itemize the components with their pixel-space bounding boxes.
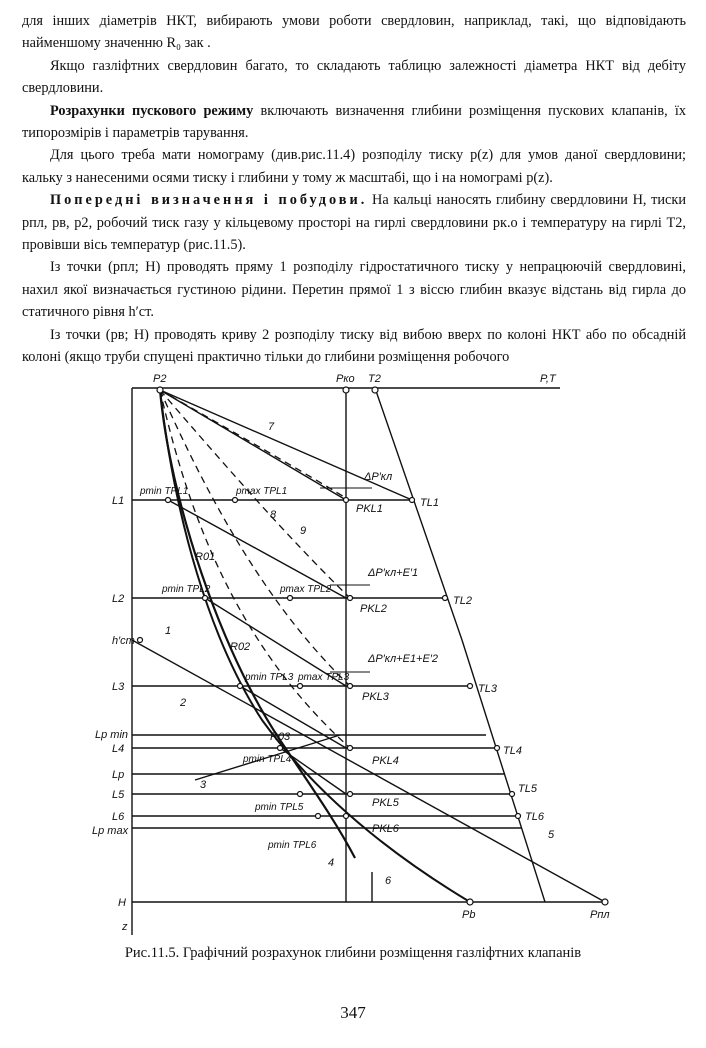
label-l1: L1 bbox=[112, 495, 125, 507]
label-curve-5: 5 bbox=[548, 829, 555, 841]
point-pmin4 bbox=[278, 746, 283, 751]
label-delta-2: ΔP′кл+E′1 bbox=[368, 567, 419, 579]
point-tl1 bbox=[410, 498, 415, 503]
label-l5: L5 bbox=[112, 789, 125, 801]
paragraph-2: Якщо газліфтних свердловин багато, то складають таблицю залежності діаметра НКТ від дебіту свердловини. bbox=[22, 57, 686, 97]
point-pkl5 bbox=[348, 792, 353, 797]
label-tl5: TL5 bbox=[518, 783, 537, 795]
label-r03: R03 bbox=[270, 731, 291, 743]
point-tl4 bbox=[495, 746, 500, 751]
label-tl4: TL4 bbox=[503, 745, 522, 757]
point-pb bbox=[467, 899, 473, 905]
label-tl6: TL6 bbox=[525, 811, 544, 823]
label-pkl6: PKL6 bbox=[372, 823, 399, 835]
label-delta-3: ΔP′кл+E1+E′2 bbox=[368, 653, 438, 665]
point-pkl2 bbox=[348, 596, 353, 601]
point-pmax2 bbox=[288, 596, 293, 601]
point-tl3 bbox=[468, 684, 473, 689]
point-t2 bbox=[372, 387, 378, 393]
point-p2 bbox=[157, 387, 163, 393]
label-pmax1: pmax TPL1 bbox=[236, 486, 288, 497]
label-l6: L6 bbox=[112, 811, 125, 823]
label-pmin3: pmin TPL3 bbox=[245, 672, 294, 683]
point-pmin2 bbox=[203, 596, 208, 601]
label-curve-9: 9 bbox=[300, 525, 307, 537]
curve-4 bbox=[160, 390, 355, 858]
curve-8-upper bbox=[160, 390, 346, 500]
label-pmin5: pmin TPL5 bbox=[255, 802, 304, 813]
label-pmin1: pmin TPL1 bbox=[140, 486, 189, 497]
label-pkl3: PKL3 bbox=[362, 691, 389, 703]
paragraph-4: Для цього треба мати номограму (див.рис.11.4) розподілу тиску p(z) для умов даної свердловини; кальку з нанесеними осями тиску і глибини у тому ж масштабі, що і на номограмі p(z). bbox=[22, 147, 686, 186]
point-pmax1 bbox=[233, 498, 238, 503]
point-tl5 bbox=[510, 792, 515, 797]
curve-7 bbox=[160, 390, 412, 500]
label-curve-4: 4 bbox=[328, 857, 335, 869]
point-hst bbox=[138, 638, 143, 643]
point-pmax3 bbox=[298, 684, 303, 689]
label-delta-1: ΔP′кл bbox=[364, 471, 393, 483]
label-l4: L4 bbox=[112, 743, 125, 755]
paragraph-5-rest: На кальці наносять глибину свердловини H, тиски pпл, pв, p2, робочий тиск газу у кільцевому просторі на гирлі свердловини pк.о і температуру на гирлі T2, провівши вісь температур (рис.11.5). bbox=[22, 192, 686, 254]
label-ppl: Pпл bbox=[590, 909, 610, 921]
paragraph-3 bbox=[22, 100, 686, 145]
point-pko bbox=[343, 387, 349, 393]
label-r02: R02 bbox=[230, 641, 251, 653]
curve-2 bbox=[160, 390, 470, 902]
point-pkl3 bbox=[348, 684, 353, 689]
label-curve-3: 3 bbox=[200, 779, 207, 791]
label-pkl2: PKL2 bbox=[360, 603, 387, 615]
paragraph-7: Із точки (pв; H) проводять криву 2 розподілу тиску від вибою вверх по колоні НКТ або по обсадній колоні (якщо труби спущені практично тільки до глибини розміщення робочого bbox=[22, 326, 686, 366]
point-pkl1 bbox=[344, 498, 349, 503]
label-curve-8: 8 bbox=[270, 509, 277, 521]
figure-caption: Рис.11.5. Графічний розрахунок глибини розміщення газліфтних клапанів bbox=[124, 945, 582, 961]
point-pkl6 bbox=[344, 814, 349, 819]
label-pmin4: pmin TPL4 bbox=[243, 754, 292, 765]
point-pmin6 bbox=[316, 814, 321, 819]
spaced-heading: Попередні визначення і побудови. bbox=[50, 192, 368, 209]
page-number: 347 bbox=[340, 1003, 366, 1022]
label-pkl4: PKL4 bbox=[372, 755, 399, 767]
label-hst: h′ст bbox=[112, 635, 135, 647]
label-l2: L2 bbox=[112, 593, 125, 605]
label-p2: P2 bbox=[153, 373, 167, 385]
label-pb: Pb bbox=[462, 909, 476, 921]
bold-phrase: Розрахунки пускового режиму bbox=[50, 102, 254, 119]
label-pkl5: PKL5 bbox=[372, 797, 399, 809]
label-curve-6: 6 bbox=[385, 875, 392, 887]
curve-8-low bbox=[240, 686, 346, 748]
point-tl2 bbox=[443, 596, 448, 601]
label-pmin6: pmin TPL6 bbox=[268, 840, 317, 851]
label-tl2: TL2 bbox=[453, 595, 472, 607]
label-curve-1: 1 bbox=[165, 625, 172, 637]
label-lpmax: Lp max bbox=[92, 825, 129, 837]
label-l3: L3 bbox=[112, 681, 125, 693]
label-h: H bbox=[118, 897, 126, 909]
point-pmin1 bbox=[166, 498, 171, 503]
paragraph-6: Із точки (pпл; H) проводять пряму 1 розподілу гідростатичного тиску у непрацюючій свердловині, нахил якої визначається густиною рідини. Перетин прямої 1 з віссю глибин вказує відстань від гирла до статичного рівня h′ст. bbox=[22, 259, 686, 321]
dashed-curve-2 bbox=[160, 390, 350, 686]
label-pko: Pкo bbox=[336, 373, 355, 385]
point-pmin3 bbox=[238, 684, 243, 689]
label-tl1: TL1 bbox=[420, 497, 439, 509]
curve-1 bbox=[132, 640, 605, 902]
paragraph-3-rest: включають визначення глибини розміщення пускових клапанів, їх типорозмірів і параметрів тарування. bbox=[22, 102, 686, 142]
label-pkl1: PKL1 bbox=[356, 503, 383, 515]
body-text bbox=[22, 10, 686, 369]
label-lp: Lp bbox=[112, 769, 125, 781]
paragraph-1: для інших діаметрів НКТ, вибирають умови роботи свердловин, наприклад, такі, що відповідають найменшому значенню R₀ зак . bbox=[22, 13, 686, 52]
point-ppl bbox=[602, 899, 608, 905]
label-curve-7: 7 bbox=[268, 421, 275, 433]
point-pkl4 bbox=[348, 746, 353, 751]
label-r01: R01 bbox=[195, 551, 216, 563]
label-z: z bbox=[122, 921, 128, 933]
label-pmax3: pmax TPL3 bbox=[298, 672, 350, 683]
point-tl6 bbox=[516, 814, 521, 819]
temperature-line-5 bbox=[375, 388, 545, 902]
paragraph-5 bbox=[22, 189, 686, 256]
label-pt: P,T bbox=[540, 373, 556, 385]
label-pmax2: pmax TPL2 bbox=[280, 584, 332, 595]
point-pmin5 bbox=[298, 792, 303, 797]
valve-depth-figure bbox=[0, 350, 706, 940]
label-pmin2: pmin TPL2 bbox=[162, 584, 211, 595]
label-lpmin: Lp min bbox=[95, 729, 129, 741]
label-t2: T2 bbox=[368, 373, 381, 385]
label-tl3: TL3 bbox=[478, 683, 497, 695]
label-curve-2: 2 bbox=[180, 697, 187, 709]
